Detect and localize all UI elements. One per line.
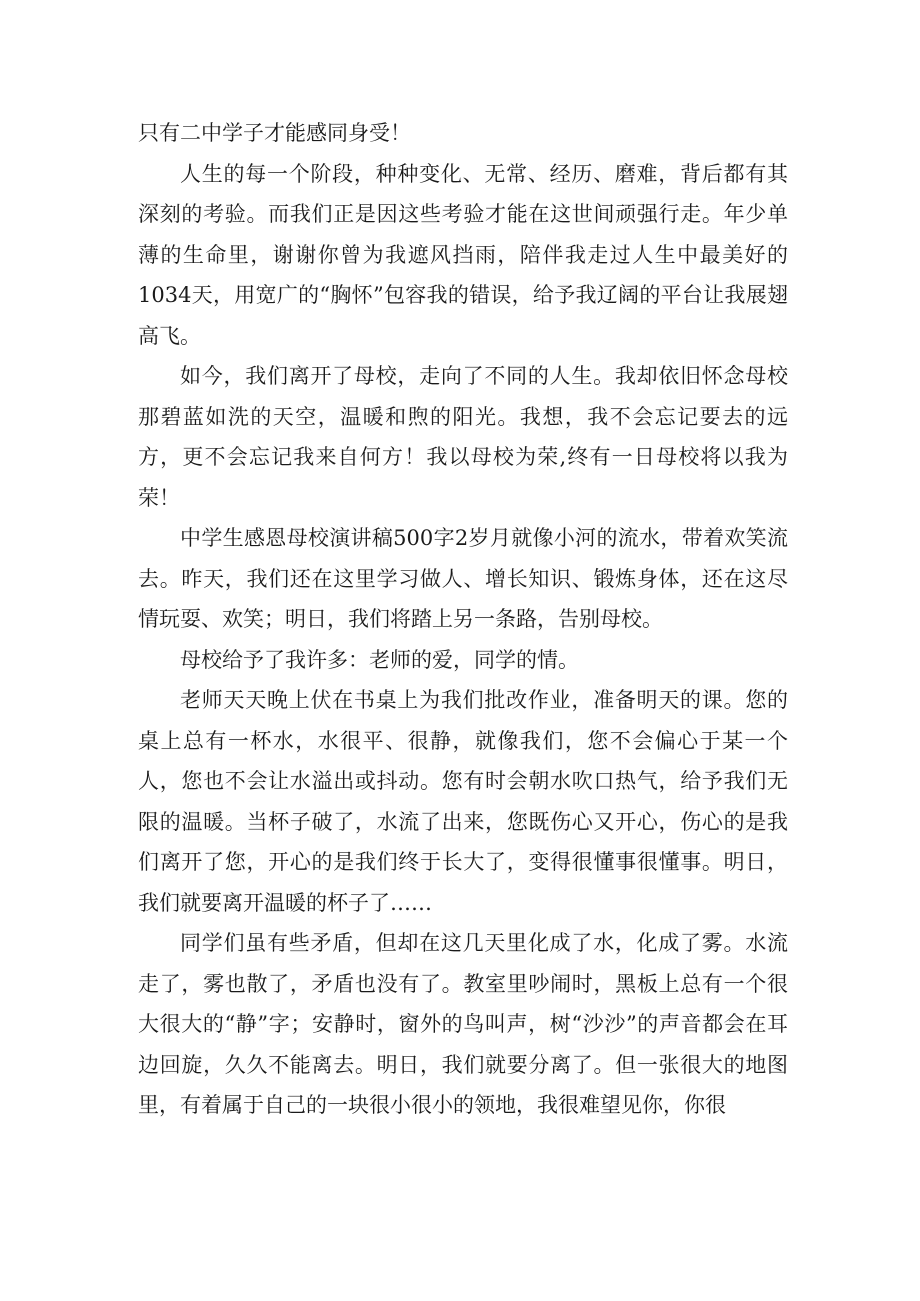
paragraph-continuation: 只有二中学子才能感同身受！ <box>138 121 411 145</box>
paragraph-teacher: 老师天天晚上伏在书桌上为我们批改作业，准备明天的课。您的桌上总有一杯水，水很平、很静，就像我们，您不会偏心于某一个人，您也不会让水溢出或抖动。您有时会朝水吹口热气，给予我们无限的温暖。当杯子破了，水流了出来，您既伤心又开心，伤心的是我们离开了您，开心的是我们终于长大了，变得很懂事很懂事。明日，我们就要离开温暖的杯子了…… <box>138 688 788 915</box>
paragraph-school-gifts: 母校给予了我许多：老师的爱，同学的情。 <box>180 647 579 672</box>
document-body <box>138 113 788 1126</box>
paragraph-leaving-school: 如今，我们离开了母校，走向了不同的人生。我却依旧怀念母校那碧蓝如洗的天空，温暖和煦的阳光。我想，我不会忘记要去的远方，更不会忘记我来自何方！我以母校为荣,终有一日母校将以我为荣！ <box>138 364 788 510</box>
paragraph-classmates: 同学们虽有些矛盾，但却在这几天里化成了水，化成了雾。水流走了，雾也散了，矛盾也没有了。教室里吵闹时，黑板上总有一个很大很大的“静”字；安静时，窗外的鸟叫声，树“沙沙”的声音都会在耳边回旋，久久不能离去。明日，我们就要分离了。但一张很大的地图里，有着属于自己的一块很小很小的领地，我很难望见你，你很 <box>138 931 788 1117</box>
paragraph-speech-title: 中学生感恩母校演讲稿500字2岁月就像小河的流水，带着欢笑流去。昨天，我们还在这里学习做人、增长知识、锻炼身体，还在这尽情玩耍、欢笑；明日，我们将踏上另一条路，告别母校。 <box>138 526 788 631</box>
paragraph-life-stages: 人生的每一个阶段，种种变化、无常、经历、磨难，背后都有其深刻的考验。而我们正是因这些考验才能在这世间顽强行走。年少单薄的生命里，谢谢你曾为我遮风挡雨，陪伴我走过人生中最美好的1034天，用宽广的“胸怀”包容我的错误，给予我辽阔的平台让我展翅高飞。 <box>138 161 788 348</box>
